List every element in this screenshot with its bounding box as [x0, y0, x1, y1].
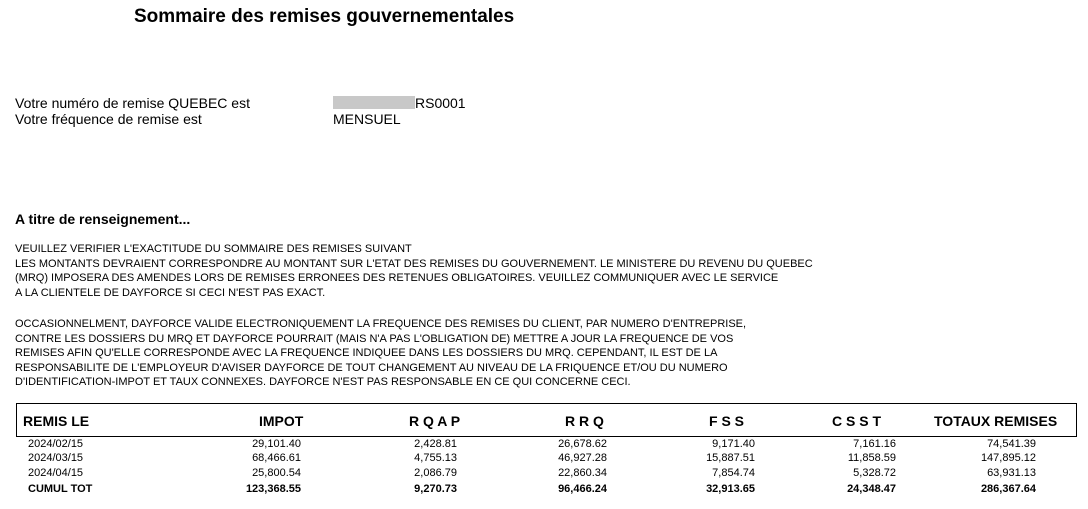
- page-title: Sommaire des remises gouvernementales: [134, 6, 515, 27]
- notice-line: OCCASIONNELMENT, DAYFORCE VALIDE ELECTRONIQUEMENT LA FREQUENCE DES REMISES DU CLIENT, PAR NUMERO D'ENTREPRISE,: [15, 318, 747, 330]
- cell-date: 2024/04/15: [28, 467, 84, 479]
- notice-line: LES MONTANTS DEVRAIENT CORRESPONDRE AU MONTANT SUR L'ETAT DES REMISES DU GOUVERNEMENT. LE MINISTERE DU REVENU DU QUEBEC: [15, 257, 813, 270]
- remittance-number-suffix: RS0001: [415, 95, 466, 111]
- table-row: [16, 438, 1077, 452]
- cell-impot: 25,800.54: [252, 467, 301, 479]
- redacted-number-block: [333, 96, 415, 109]
- cell-total-rrq: 96,466.24: [558, 483, 607, 495]
- header-impot: IMPOT: [259, 413, 304, 429]
- cell-fss: 15,887.51: [706, 452, 755, 464]
- remittance-number-value: [333, 95, 466, 111]
- table-row: [16, 452, 1077, 466]
- cell-impot: 68,466.61: [252, 452, 301, 464]
- cell-csst: 5,328.72: [853, 467, 896, 479]
- cell-total: 74,541.39: [987, 438, 1036, 450]
- cell-impot: 29,101.40: [252, 438, 301, 450]
- notice-line: D'IDENTIFICATION-IMPOT ET TAUX CONNEXES. DAYFORCE N'EST PAS RESPONSABLE EN CE QUI CONCERNE CECI.: [15, 376, 631, 389]
- cell-fss: 7,854.74: [712, 467, 755, 479]
- cell-total-csst: 24,348.47: [847, 483, 896, 495]
- notice-line: RESPONSABILITE DE L'EMPLOYEUR D'AVISER DAYFORCE DE TOUT CHANGEMENT AU NIVEAU DE LA FRIQUENCE ET/OU DU NUMERO: [15, 361, 728, 374]
- cell-rrq: 26,678.62: [558, 438, 607, 450]
- notice-line: A LA CLIENTELE DE DAYFORCE SI CECI N'EST PAS EXACT.: [15, 286, 326, 299]
- header-totaux-remises: TOTAUX REMISES: [934, 413, 1058, 429]
- header-fss: F S S: [709, 413, 745, 429]
- cell-total: 147,895.12: [980, 452, 1036, 464]
- cell-grand-total: 286,367.64: [980, 483, 1036, 495]
- header-csst: C S S T: [832, 413, 882, 429]
- table-row: [16, 467, 1077, 481]
- cell-total-fss: 32,913.65: [706, 483, 755, 495]
- notice-line: VEUILLEZ VERIFIER L'EXACTITUDE DU SOMMAIRE DES REMISES SUIVANT: [15, 243, 412, 255]
- notice-paragraph-2: [15, 317, 746, 390]
- header-remis-le: REMIS LE: [23, 413, 90, 429]
- cell-total-rqap: 9,270.73: [414, 483, 457, 495]
- remittance-number-label: Votre numéro de remise QUEBEC est: [15, 95, 250, 111]
- remittance-table-header: [16, 403, 1077, 437]
- notice-heading: A titre de renseignement...: [15, 211, 191, 227]
- table-total-row: [16, 483, 1077, 497]
- notice-paragraph-1: [15, 242, 813, 300]
- cell-date: 2024/02/15: [28, 438, 84, 450]
- cell-csst: 11,858.59: [847, 452, 896, 464]
- cell-csst: 7,161.16: [853, 438, 896, 450]
- cell-total: 63,931.13: [987, 467, 1036, 479]
- notice-line: REMISES AFIN QU'ELLE CORRESPONDE AVEC LA FREQUENCE INDIQUEE DANS LES DOSSIERS DU MRQ. CEPENDANT, IL EST DE LA: [15, 347, 718, 360]
- notice-line: (MRQ) IMPOSERA DES AMENDES LORS DE REMISES ERRONEES DES RETENUES OBLIGATOIRES. VEUILLEZ COMMUNIQUER AVEC LE SERVICE: [15, 272, 779, 285]
- cell-rqap: 2,086.79: [414, 467, 457, 479]
- remittance-frequency-value: MENSUEL: [333, 111, 401, 127]
- header-rqap: R Q A P: [409, 413, 461, 429]
- cell-rrq: 22,860.34: [558, 467, 607, 479]
- cell-total-impot: 123,368.55: [245, 483, 301, 495]
- cell-total-label: CUMUL TOT: [28, 483, 93, 495]
- notice-line: CONTRE LES DOSSIERS DU MRQ ET DAYFORCE POURRAIT (MAIS N'A PAS L'OBLIGATION DE) METTRE A JOUR LA FREQUENCE DE VOS: [15, 332, 734, 345]
- remittance-frequency-label: Votre fréquence de remise est: [15, 111, 202, 127]
- cell-rqap: 4,755.13: [414, 452, 457, 464]
- cell-fss: 9,171.40: [712, 438, 755, 450]
- cell-rrq: 46,927.28: [558, 452, 607, 464]
- cell-rqap: 2,428.81: [414, 438, 457, 450]
- header-rrq: R R Q: [565, 413, 604, 429]
- cell-date: 2024/03/15: [28, 452, 84, 464]
